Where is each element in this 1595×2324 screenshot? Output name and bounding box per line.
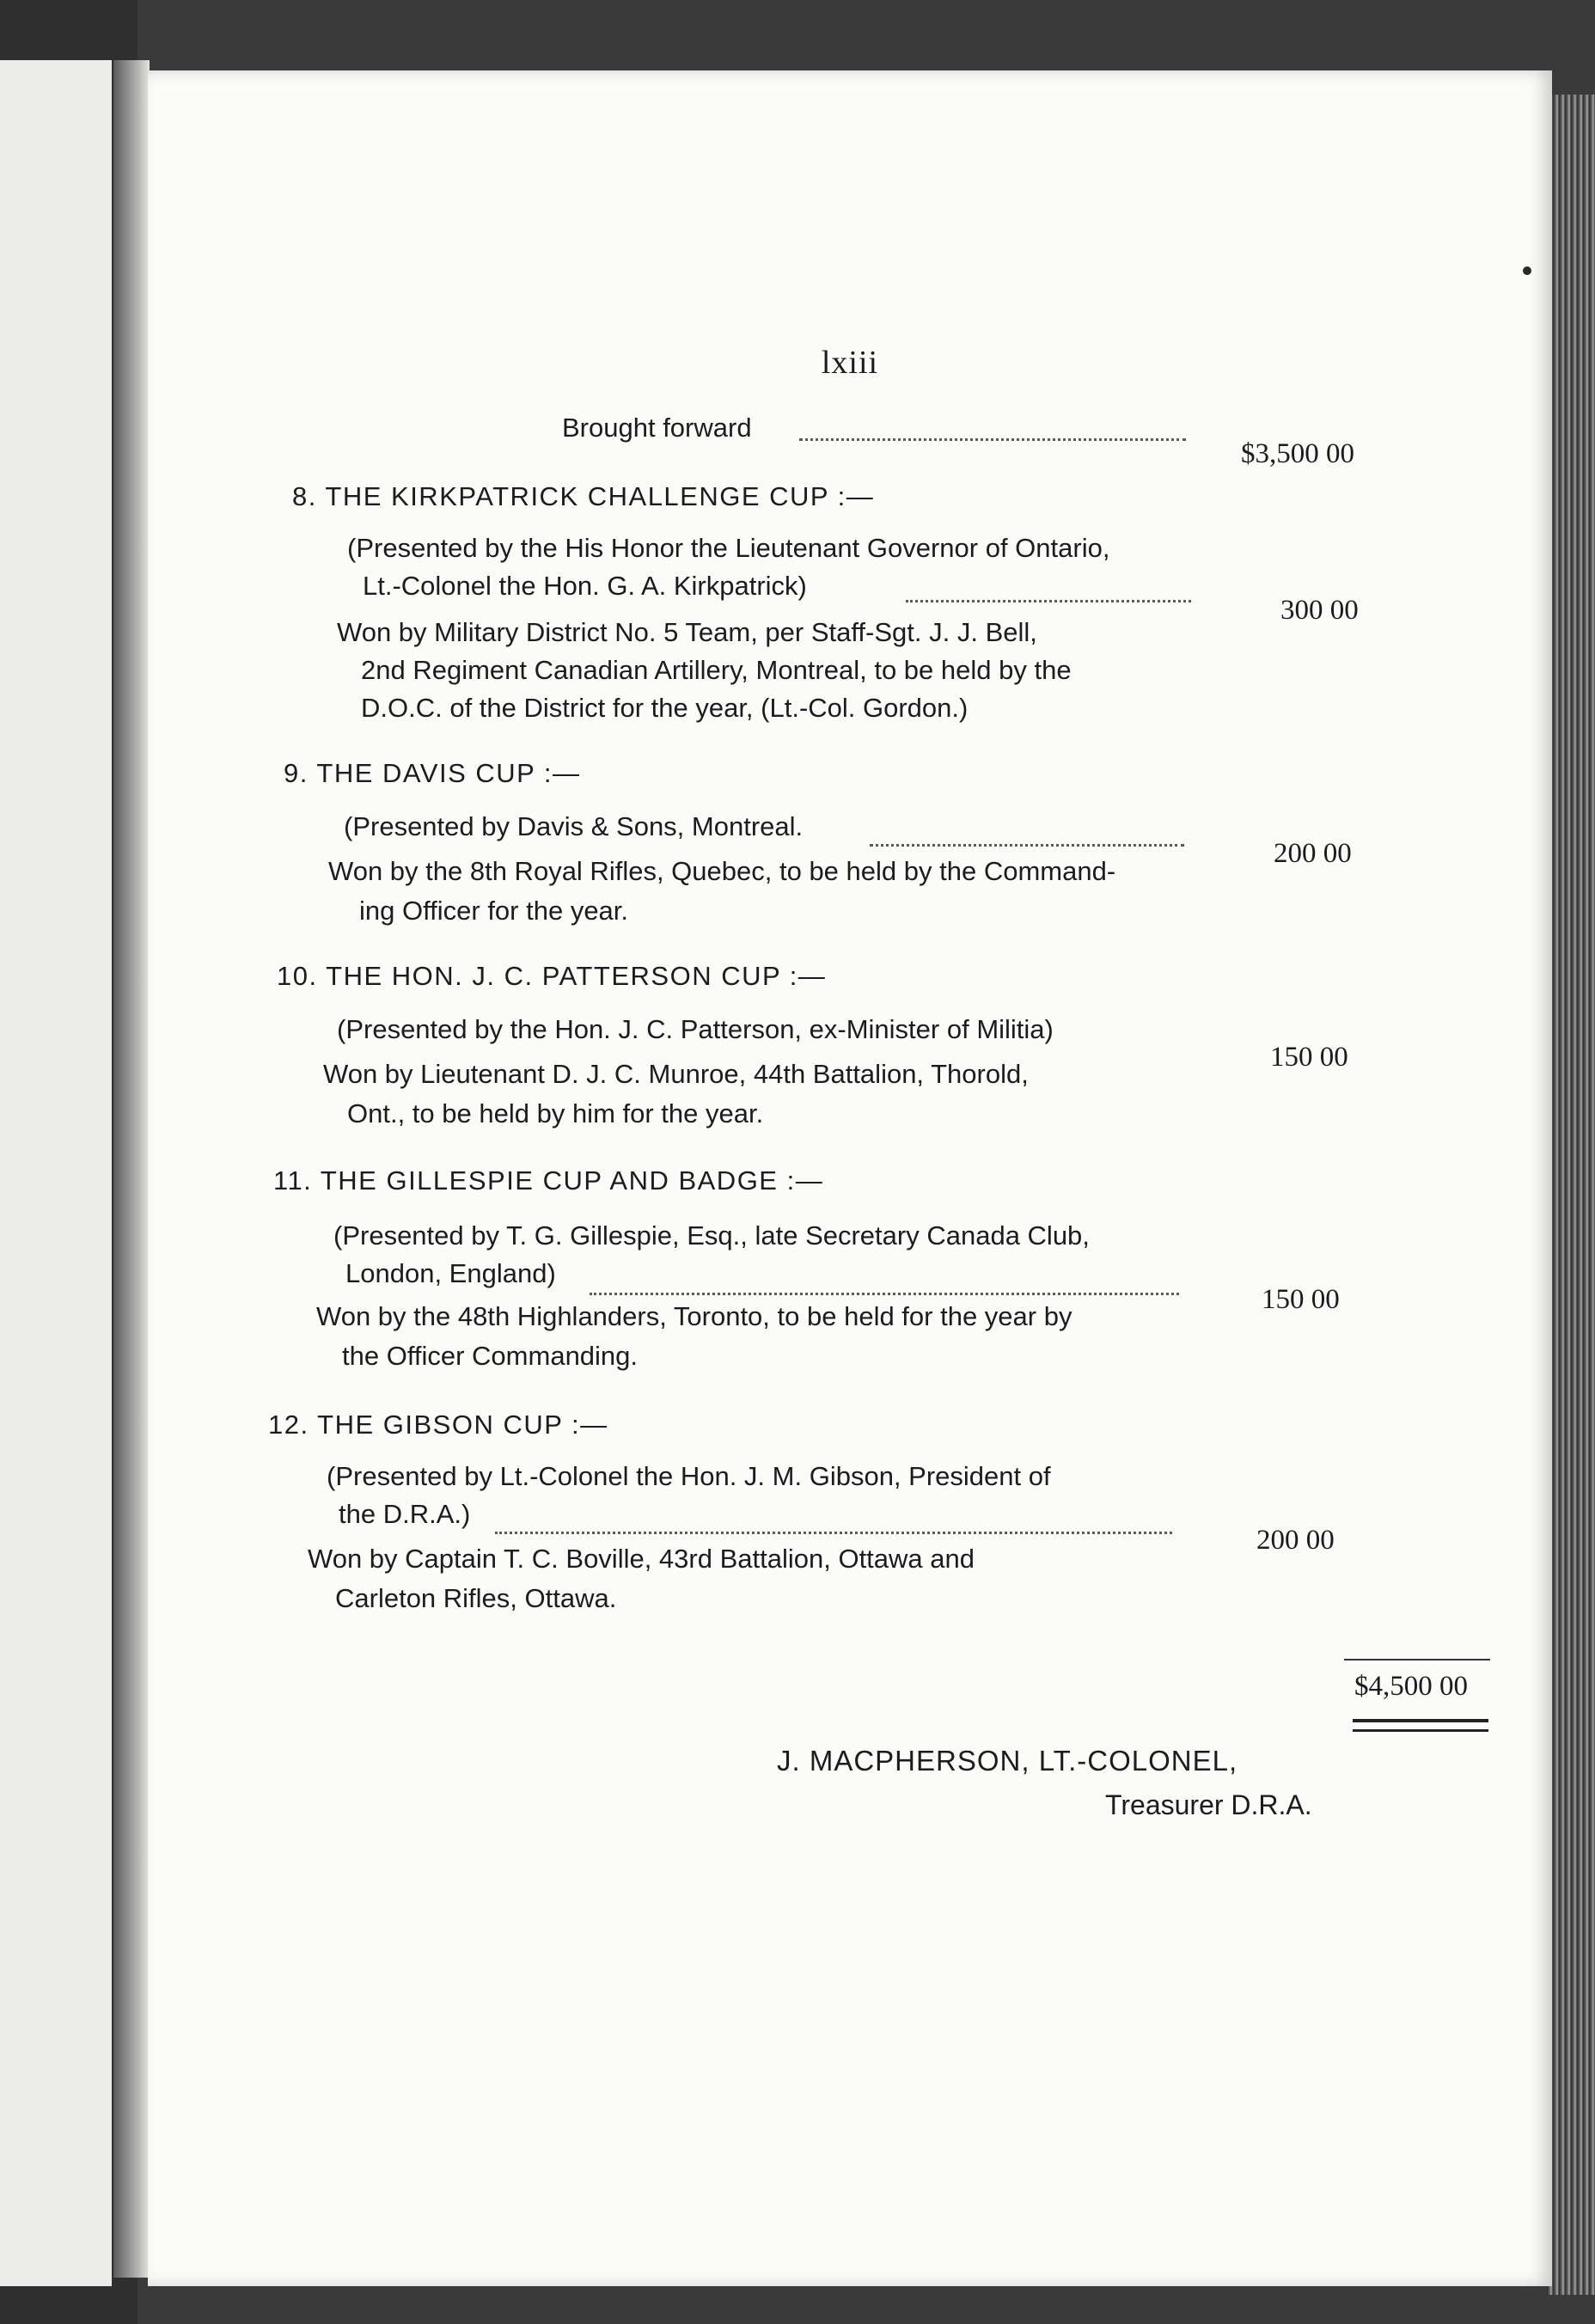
book-gutter	[113, 60, 150, 2278]
page-stack-edge	[1547, 95, 1595, 2295]
entry-won-line: Won by Lieutenant D. J. C. Munroe, 44th Battalion, Thorold,	[323, 1059, 1029, 1089]
entry-presented-line: Lt.-Colonel the Hon. G. A. Kirkpatrick)	[363, 571, 807, 601]
entry-amount: 150 00	[1262, 1284, 1340, 1315]
entry-won-line: D.O.C. of the District for the year, (Lt.-Col. Gordon.)	[361, 693, 969, 723]
signature-title: Treasurer D.R.A.	[1105, 1789, 1312, 1820]
entry-amount: 200 00	[1274, 838, 1352, 869]
total-rule-top	[1344, 1659, 1490, 1660]
brought-forward-amount: $3,500 00	[1241, 438, 1354, 469]
entry-won-line: ing Officer for the year.	[359, 896, 629, 926]
ink-speck	[1523, 266, 1531, 275]
entry-presented-line: the D.R.A.)	[339, 1499, 471, 1529]
leader-dots	[870, 844, 1184, 847]
leader-dots	[495, 1532, 1172, 1534]
entry-won-line: Ont., to be held by him for the year.	[347, 1098, 764, 1128]
entry-heading: 10. THE HON. J. C. PATTERSON CUP :—	[277, 961, 827, 991]
entry-presented-line: (Presented by Davis & Sons, Montreal.	[344, 811, 804, 841]
facing-page-edge	[0, 60, 112, 2286]
entry-heading: 12. THE GIBSON CUP :—	[268, 1410, 608, 1440]
signature-name: J. MACPHERSON, LT.-COLONEL,	[777, 1745, 1238, 1777]
entry-won-line: Carleton Rifles, Ottawa.	[335, 1583, 617, 1613]
leader-dots	[799, 438, 1186, 441]
grand-total: $4,500 00	[1354, 1671, 1468, 1702]
brought-forward-label: Brought forward	[562, 413, 752, 443]
entry-won-line: Won by Military District No. 5 Team, per Staff-Sgt. J. J. Bell,	[337, 617, 1037, 647]
leader-dots	[906, 600, 1191, 602]
entry-won-line: Won by the 8th Royal Rifles, Quebec, to be held by the Command-	[328, 856, 1116, 886]
entry-heading: 9. THE DAVIS CUP :—	[284, 758, 581, 788]
entry-won-line: 2nd Regiment Canadian Artillery, Montreal, to be held by the	[361, 655, 1072, 685]
entry-amount: 150 00	[1270, 1042, 1348, 1073]
entry-won-line: the Officer Commanding.	[342, 1341, 639, 1371]
entry-presented-line: (Presented by T. G. Gillespie, Esq., late Secretary Canada Club,	[333, 1220, 1090, 1251]
entry-won-line: Won by Captain T. C. Boville, 43rd Battalion, Ottawa and	[308, 1544, 975, 1574]
total-double-rule	[1353, 1719, 1488, 1732]
entry-presented-line: London, England)	[345, 1258, 556, 1288]
leader-dots	[590, 1293, 1179, 1295]
entry-amount: 200 00	[1256, 1525, 1335, 1556]
entry-heading: 8. THE KIRKPATRICK CHALLENGE CUP :—	[292, 481, 875, 511]
entry-presented-line: (Presented by Lt.-Colonel the Hon. J. M. Gibson, President of	[327, 1461, 1051, 1491]
entry-presented-line: (Presented by the His Honor the Lieutenant Governor of Ontario,	[347, 533, 1110, 563]
page-number: lxiii	[821, 345, 879, 381]
entry-presented-line: (Presented by the Hon. J. C. Patterson, ex-Minister of Militia)	[337, 1014, 1054, 1044]
book-page	[148, 70, 1552, 2286]
entry-won-line: Won by the 48th Highlanders, Toronto, to be held for the year by	[316, 1301, 1072, 1331]
entry-heading: 11. THE GILLESPIE CUP AND BADGE :—	[273, 1165, 824, 1196]
entry-amount: 300 00	[1280, 595, 1359, 626]
